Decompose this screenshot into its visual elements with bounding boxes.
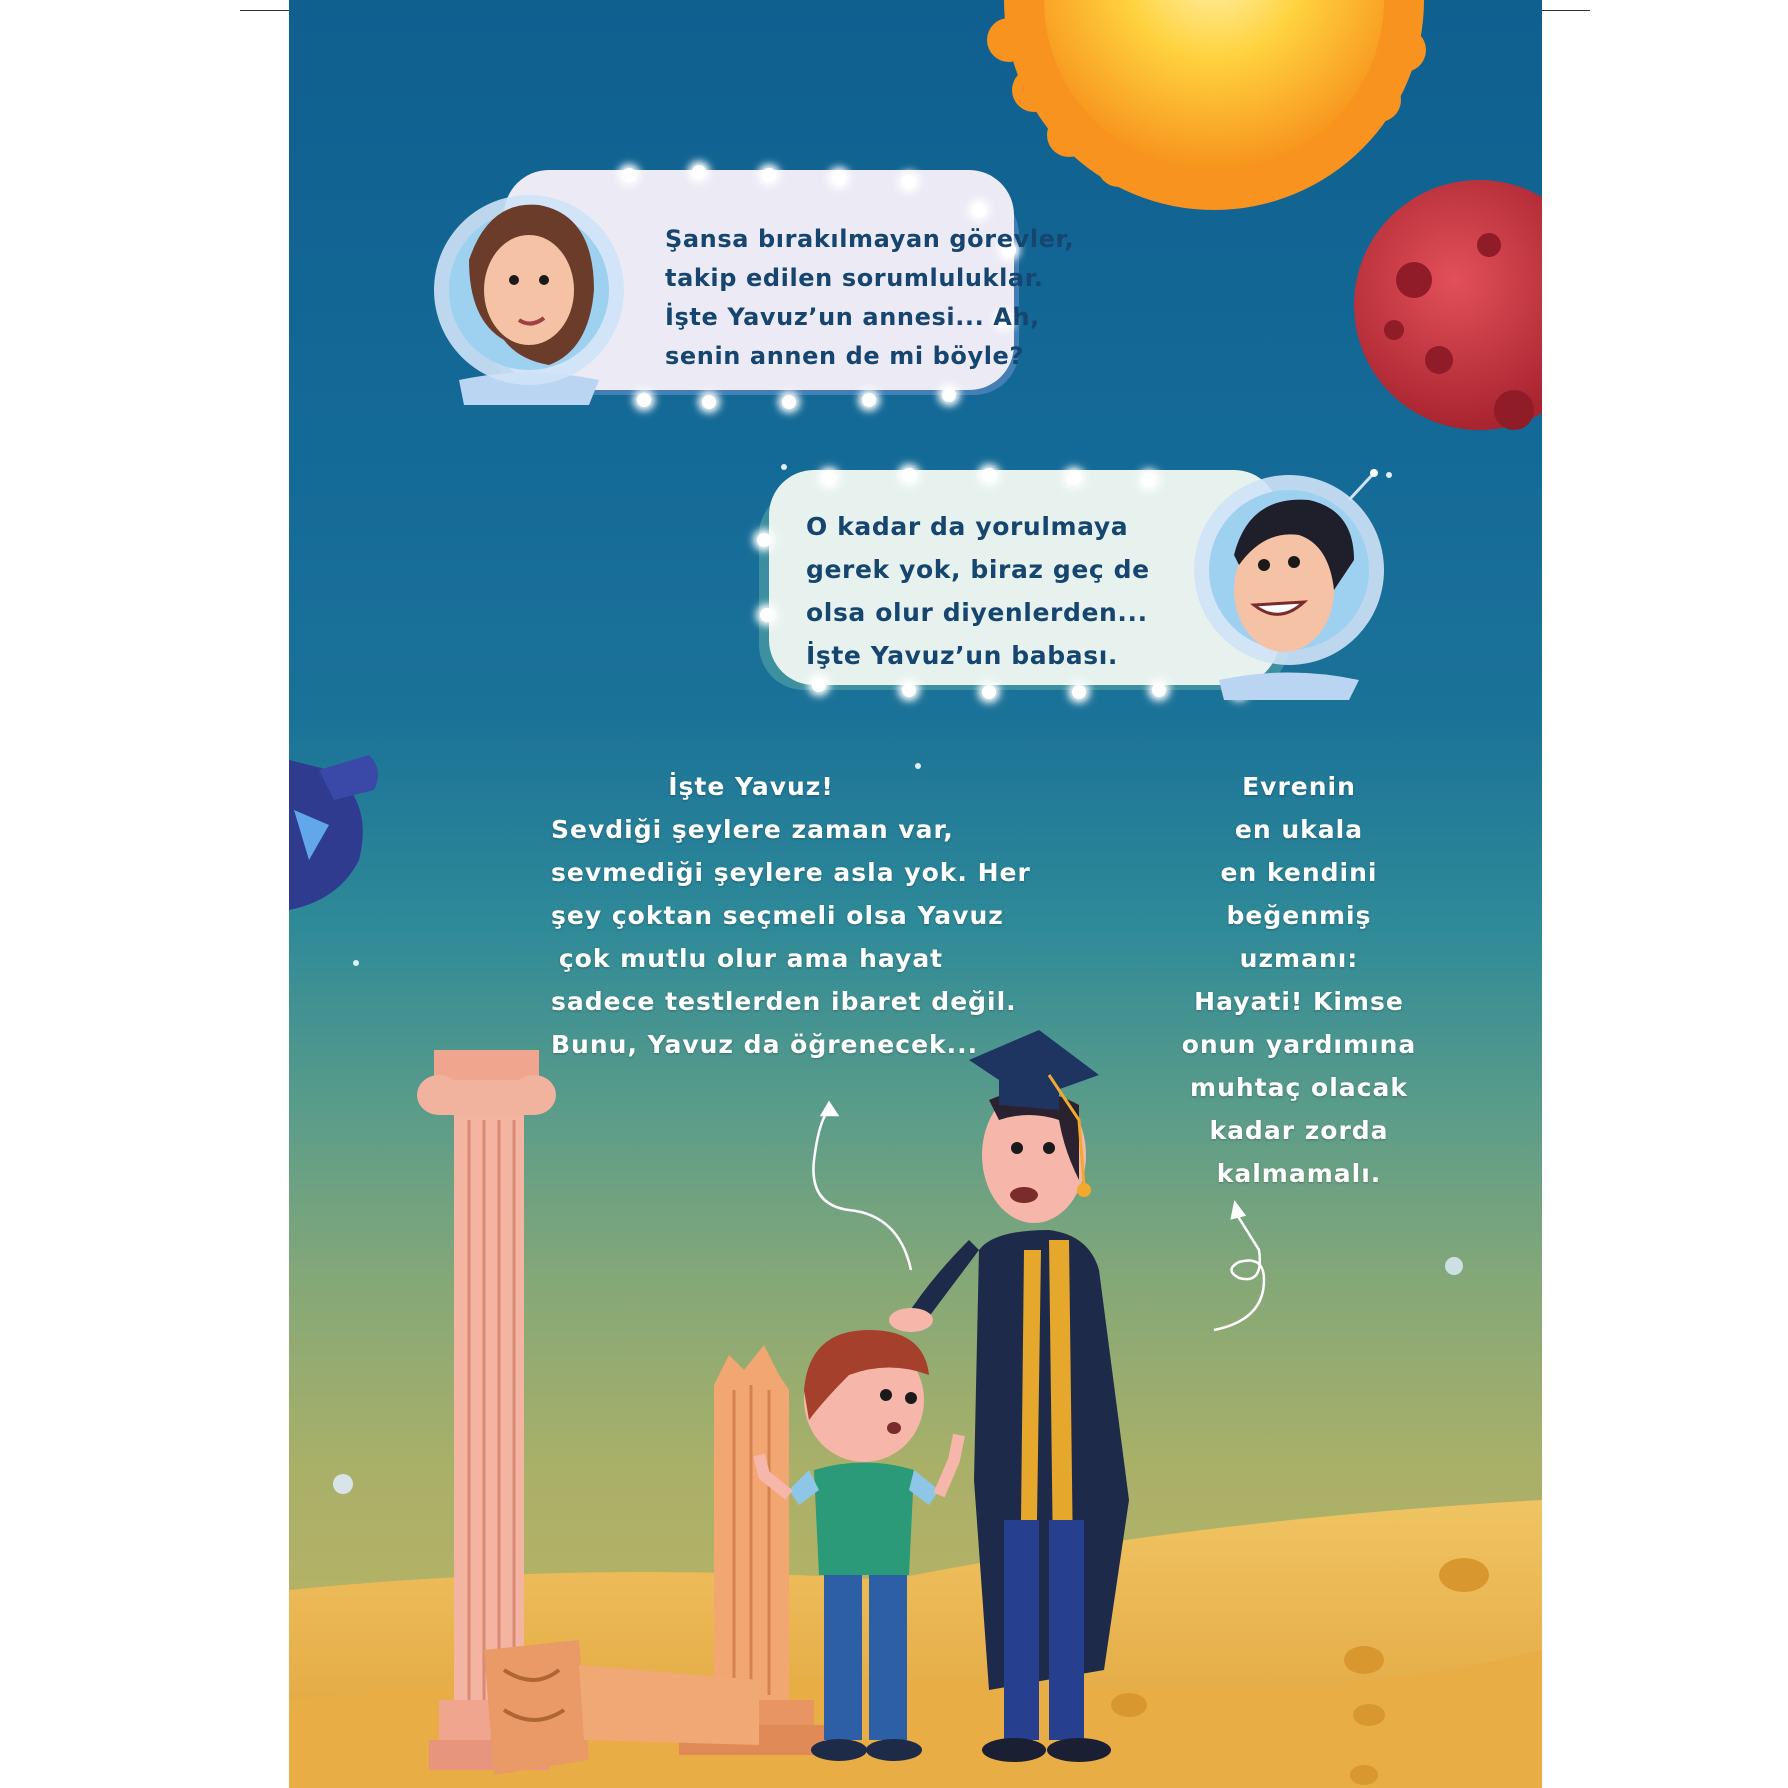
father-bubble-line: İşte Yavuz’un babası. <box>806 641 1118 670</box>
hayati-caption-line: beğenmiş <box>1226 901 1372 930</box>
yavuz-caption-line: çok mutlu olur ama hayat <box>558 944 944 973</box>
father-bubble-line: O kadar da yorulmaya <box>806 512 1129 541</box>
hayati-caption-line: en kendini <box>1220 858 1378 887</box>
yavuz-caption-line: sadece testlerden ibaret değil. <box>551 987 1017 1016</box>
mother-bubble-line: Şansa bırakılmayan görevler, <box>665 225 1075 253</box>
hayati-caption-line: kadar zorda <box>1209 1116 1389 1145</box>
father-bubble-line: olsa olur diyenlerden... <box>806 598 1148 627</box>
mother-bubble-text <box>665 220 1074 376</box>
arrow-to-hayati-caption <box>1214 1203 1264 1330</box>
spaceship-icon <box>289 755 378 910</box>
arrow-to-yavuz-caption <box>813 1103 911 1270</box>
mother-bubble-line: İşte Yavuz’un annesi... Ah, <box>665 303 1040 331</box>
book-page <box>289 0 1542 1788</box>
mother-bubble-line: senin annen de mi böyle? <box>665 342 1024 370</box>
yavuz-caption-line: İşte Yavuz! <box>668 772 834 801</box>
hayati-caption-line: kalmamalı. <box>1216 1159 1382 1188</box>
yavuz-caption-line: sevmediği şeylere asla yok. Her <box>551 858 1031 887</box>
hayati-caption-line: muhtaç olacak <box>1190 1073 1408 1102</box>
crop-mark-left <box>240 10 290 11</box>
crop-mark-right <box>1542 10 1590 11</box>
father-bubble-text <box>806 505 1150 677</box>
sun-icon <box>987 0 1426 210</box>
hayati-caption-line: Evrenin <box>1242 772 1356 801</box>
yavuz-caption-line: Bunu, Yavuz da öğrenecek... <box>551 1030 979 1059</box>
red-planet-icon <box>1354 180 1542 430</box>
yavuz-caption <box>551 765 1031 1066</box>
hayati-caption-line: onun yardımına <box>1181 1030 1417 1059</box>
hayati-caption-line: uzmanı: <box>1239 944 1359 973</box>
hayati-caption <box>1149 765 1449 1195</box>
father-bubble-line: gerek yok, biraz geç de <box>806 555 1150 584</box>
hayati-caption-line: Hayati! Kimse <box>1194 987 1404 1016</box>
yavuz-caption-line: şey çoktan seçmeli olsa Yavuz <box>551 901 1004 930</box>
hayati-caption-line: en ukala <box>1234 815 1364 844</box>
mother-bubble-line: takip edilen sorumluluklar. <box>665 264 1044 292</box>
yavuz-caption-line: Sevdiği şeylere zaman var, <box>551 815 954 844</box>
